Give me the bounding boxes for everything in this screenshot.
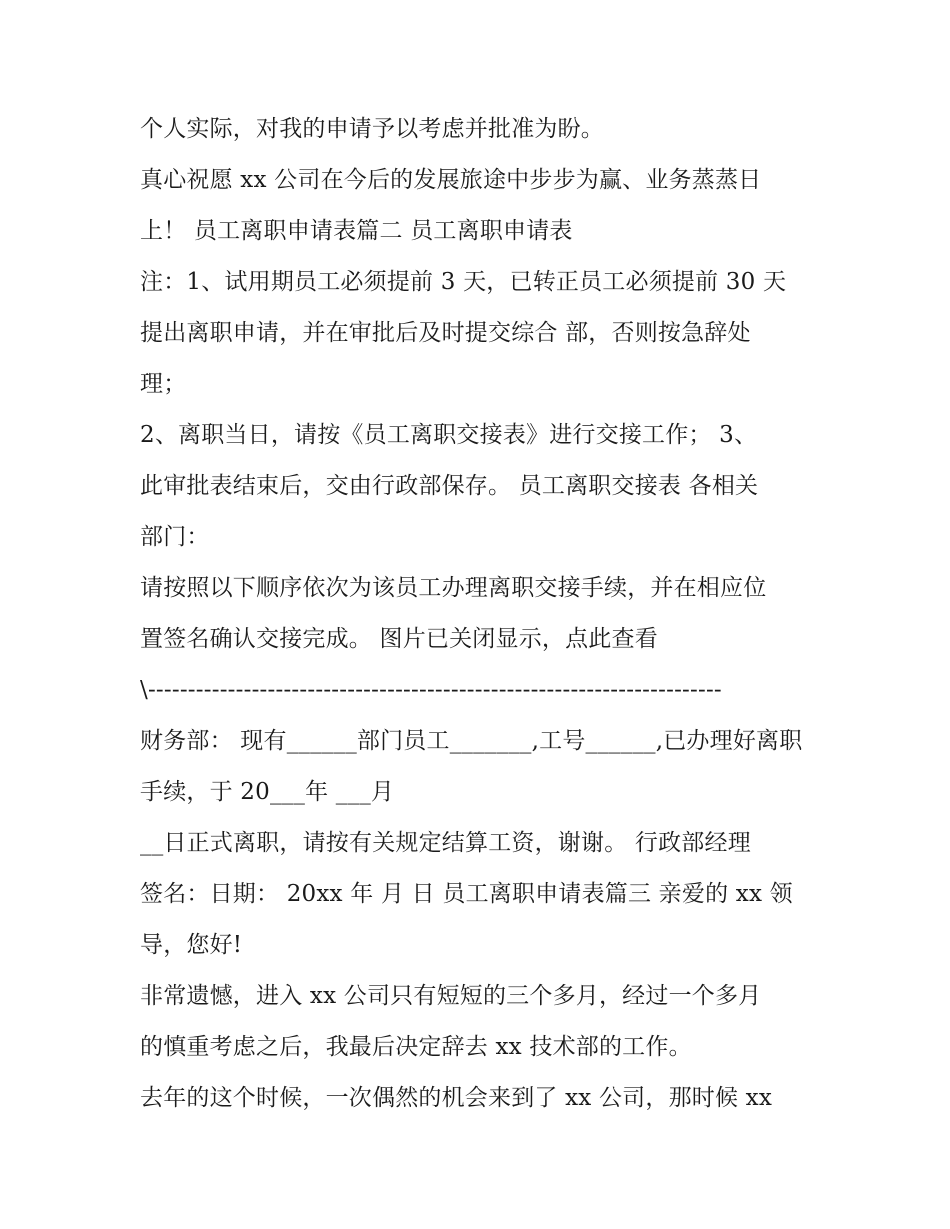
text-line: __日正式离职，请按有关规定结算工资，谢谢。 行政部经理 bbox=[140, 830, 751, 856]
text-line: 2、离职当日，请按《员工离职交接表》进行交接工作； 3、 bbox=[140, 422, 758, 448]
separator-line: \------------------------------------------------------------------------ bbox=[140, 677, 722, 703]
text-line: 个人实际，对我的申请予以考虑并批准为盼。 bbox=[140, 116, 604, 142]
text-line: 手续，于 20___年 ___月 bbox=[140, 779, 395, 805]
text-line: 财务部： 现有______部门员工_______,工号______,已办理好离职 bbox=[140, 728, 803, 754]
text-line: 请按照以下顺序依次为该员工办理离职交接手续，并在相应位 bbox=[140, 575, 767, 601]
text-line: 置签名确认交接完成。 图片已关闭显示，点此查看 bbox=[140, 626, 658, 652]
text-line: 注：1、试用期员工必须提前 3 天，已转正员工必须提前 30 天 bbox=[140, 269, 787, 295]
text-line: 非常遗憾，进入 xx 公司只有短短的三个多月，经过一个多月 bbox=[140, 983, 762, 1009]
text-line: 提出离职申请，并在审批后及时提交综合 部，否则按急辞处 bbox=[140, 320, 751, 346]
text-line: 部门： bbox=[140, 524, 210, 550]
text-line: 签名：日期： 20xx 年 月 日 员工离职申请表篇三 亲爱的 xx 领 bbox=[140, 881, 793, 907]
text-line: 理； bbox=[140, 371, 187, 397]
text-line: 真心祝愿 xx 公司在今后的发展旅途中步步为赢、业务蒸蒸日 bbox=[140, 167, 762, 193]
document-body bbox=[140, 104, 830, 1124]
text-line: 上！ 员工离职申请表篇二 员工离职申请表 bbox=[140, 218, 573, 244]
text-line: 的慎重考虑之后，我最后决定辞去 xx 技术部的工作。 bbox=[140, 1034, 692, 1060]
text-line: 去年的这个时候，一次偶然的机会来到了 xx 公司，那时候 xx bbox=[140, 1085, 773, 1111]
text-line: 此审批表结束后，交由行政部保存。 员工离职交接表 各相关 bbox=[140, 473, 759, 499]
text-line: 导，您好! bbox=[140, 932, 243, 958]
